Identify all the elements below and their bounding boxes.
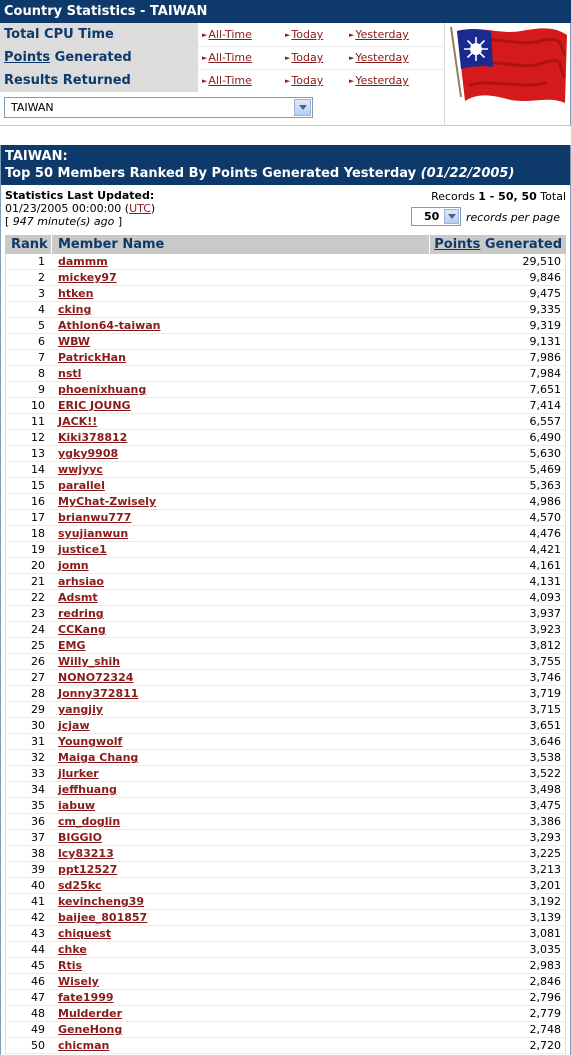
arrow-right-icon: ► xyxy=(202,31,208,39)
points-cell: 2,846 xyxy=(529,975,561,988)
points-cell: 3,538 xyxy=(529,751,561,764)
table-row xyxy=(6,558,565,574)
rank-cell: 22 xyxy=(31,591,45,604)
rank-cell: 47 xyxy=(31,991,45,1004)
table-row xyxy=(6,814,565,830)
points-cell: 9,475 xyxy=(529,287,561,300)
col-rank-header: Rank xyxy=(11,237,48,252)
cpu-all-time-link[interactable]: ►All-Time xyxy=(202,23,252,46)
arrow-right-icon: ► xyxy=(285,54,291,62)
member-name-link[interactable]: Willy_shih xyxy=(58,655,121,668)
points-sort-link[interactable]: Points xyxy=(434,237,481,252)
points-cell: 9,846 xyxy=(529,271,561,284)
table-row xyxy=(6,462,565,478)
member-name-link[interactable]: EMG xyxy=(58,639,86,652)
points-cell: 7,986 xyxy=(529,351,561,364)
table-row xyxy=(6,286,565,302)
member-name-link[interactable]: redring xyxy=(58,607,104,620)
table-row xyxy=(6,702,565,718)
points-cell: 29,510 xyxy=(522,255,561,268)
panel-title: Country Statistics - TAIWAN xyxy=(0,0,571,23)
member-name-link[interactable]: kevincheng39 xyxy=(58,895,145,908)
last-updated-title: Statistics Last Updated: xyxy=(5,189,155,202)
rank-cell: 17 xyxy=(31,511,45,524)
table-row xyxy=(6,622,565,638)
rank-cell: 12 xyxy=(31,431,45,444)
table-row xyxy=(6,542,565,558)
table-row xyxy=(6,1038,565,1054)
table-body xyxy=(5,254,566,1054)
rank-cell: 28 xyxy=(31,687,45,700)
member-name-link[interactable]: nstl xyxy=(58,367,82,380)
table-row xyxy=(6,382,565,398)
points-cell: 3,293 xyxy=(529,831,561,844)
table-row xyxy=(6,782,565,798)
rank-cell: 14 xyxy=(31,463,45,476)
table-row xyxy=(6,830,565,846)
stat-label-cpu-time xyxy=(0,23,198,46)
table-row xyxy=(6,670,565,686)
points-cell: 9,335 xyxy=(529,303,561,316)
table-row xyxy=(6,990,565,1006)
rank-cell: 1 xyxy=(38,255,45,268)
points-cell: 5,363 xyxy=(529,479,561,492)
stat-label-points xyxy=(0,46,198,69)
points-cell: 2,720 xyxy=(529,1039,561,1052)
member-name-link[interactable]: Adsmt xyxy=(58,591,98,604)
table-row xyxy=(6,894,565,910)
points-cell: 2,748 xyxy=(529,1023,561,1036)
member-name-link[interactable]: Youngwolf xyxy=(58,735,123,748)
points-cell: 3,755 xyxy=(529,655,561,668)
points-cell: 3,715 xyxy=(529,703,561,716)
member-name-link[interactable]: chiquest xyxy=(58,927,112,940)
member-name-link[interactable]: cm_doglin xyxy=(58,815,121,828)
member-name-link[interactable]: jomn xyxy=(58,559,89,572)
rank-cell: 42 xyxy=(31,911,45,924)
points-cell: 3,812 xyxy=(529,639,561,652)
table-row xyxy=(6,414,565,430)
arrow-right-icon: ► xyxy=(202,77,208,85)
table-row xyxy=(6,862,565,878)
member-name-link[interactable]: Rtis xyxy=(58,959,83,972)
rank-cell: 26 xyxy=(31,655,45,668)
rank-cell: 45 xyxy=(31,959,45,972)
table-row xyxy=(6,398,565,414)
points-cell: 3,192 xyxy=(529,895,561,908)
ranking-date: (01/22/2005) xyxy=(420,166,515,181)
member-name-link[interactable]: jlurker xyxy=(58,767,99,780)
rank-cell: 38 xyxy=(31,847,45,860)
table-row xyxy=(6,606,565,622)
member-name-link[interactable]: dammm xyxy=(58,255,108,268)
table-row xyxy=(6,766,565,782)
points-cell: 7,984 xyxy=(529,367,561,380)
member-name-link[interactable]: cking xyxy=(58,303,92,316)
points-cell: 4,131 xyxy=(529,575,561,588)
ranking-country: TAIWAN: xyxy=(5,149,68,164)
table-row xyxy=(6,494,565,510)
table-row xyxy=(6,510,565,526)
member-name-link[interactable]: sd25kc xyxy=(58,879,102,892)
rank-cell: 27 xyxy=(31,671,45,684)
points-cell: 7,651 xyxy=(529,383,561,396)
member-name-link[interactable]: Kiki378812 xyxy=(58,431,128,444)
points-cell: 4,093 xyxy=(529,591,561,604)
table-row xyxy=(6,478,565,494)
stat-label-text: Generated xyxy=(50,50,132,65)
points-cell: 4,986 xyxy=(529,495,561,508)
country-select[interactable] xyxy=(4,97,313,118)
arrow-right-icon: ► xyxy=(285,31,291,39)
points-cell: 3,475 xyxy=(529,799,561,812)
points-cell: 2,779 xyxy=(529,1007,561,1020)
arrow-right-icon: ► xyxy=(349,77,355,85)
col-points-header: Points Generated xyxy=(429,235,566,254)
taiwan-flag-icon xyxy=(447,25,569,105)
member-name-link[interactable]: Jonny372811 xyxy=(58,687,139,700)
stat-row-results xyxy=(0,69,444,92)
member-name-link[interactable]: NONO72324 xyxy=(58,671,134,684)
table-row xyxy=(6,750,565,766)
points-sort-link[interactable]: Points xyxy=(4,50,51,65)
points-cell: 3,035 xyxy=(529,943,561,956)
member-name-link[interactable]: brianwu777 xyxy=(58,511,132,524)
points-cell: 3,646 xyxy=(529,735,561,748)
points-cell: 7,414 xyxy=(529,399,561,412)
points-all-time-link[interactable]: ►All-Time xyxy=(202,46,252,69)
rank-cell: 34 xyxy=(31,783,45,796)
member-name-link[interactable]: BIGGIO xyxy=(58,831,102,844)
arrow-right-icon: ► xyxy=(202,54,208,62)
table-row xyxy=(6,910,565,926)
table-row xyxy=(6,798,565,814)
points-cell: 4,161 xyxy=(529,559,561,572)
member-name-link[interactable]: WBW xyxy=(58,335,91,348)
chevron-down-icon xyxy=(448,214,456,219)
table-row xyxy=(6,686,565,702)
table-row xyxy=(6,926,565,942)
rank-cell: 48 xyxy=(31,1007,45,1020)
member-name-link[interactable]: chicman xyxy=(58,1039,110,1052)
ranking-subtitle: Top 50 Members Ranked By Points Generated Yesterday (01/22/2005) xyxy=(5,166,515,181)
table-row xyxy=(6,734,565,750)
per-page-label: records per page xyxy=(466,211,561,224)
rank-cell: 15 xyxy=(31,479,45,492)
rank-cell: 36 xyxy=(31,815,45,828)
rank-cell: 7 xyxy=(38,351,45,364)
rank-cell: 31 xyxy=(31,735,45,748)
member-name-link[interactable]: Mulderder xyxy=(58,1007,123,1020)
member-name-link[interactable]: justice1 xyxy=(58,543,107,556)
table-row xyxy=(6,446,565,462)
rank-cell: 21 xyxy=(31,575,45,588)
points-cell: 3,081 xyxy=(529,927,561,940)
member-name-link[interactable]: wwjyyc xyxy=(58,463,103,476)
member-name-link[interactable]: baijee_801857 xyxy=(58,911,148,924)
table-row xyxy=(6,590,565,606)
arrow-right-icon: ► xyxy=(349,54,355,62)
points-cell: 3,225 xyxy=(529,847,561,860)
points-cell: 9,131 xyxy=(529,335,561,348)
rank-cell: 41 xyxy=(31,895,45,908)
member-name-link[interactable]: CCKang xyxy=(58,623,106,636)
flag-cell xyxy=(444,23,571,126)
points-cell: 6,490 xyxy=(529,431,561,444)
last-updated-time: 01/23/2005 00:00:00 (UTC) xyxy=(5,202,156,215)
rank-cell: 43 xyxy=(31,927,45,940)
points-cell: 3,201 xyxy=(529,879,561,892)
cpu-yesterday-link[interactable]: ►Yesterday xyxy=(349,23,409,46)
points-cell: 3,651 xyxy=(529,719,561,732)
table-row xyxy=(6,302,565,318)
points-cell: 3,937 xyxy=(529,607,561,620)
country-stats-panel xyxy=(0,0,571,126)
members-table xyxy=(5,235,566,1054)
rank-cell: 6 xyxy=(38,335,45,348)
member-name-link[interactable]: lcy83213 xyxy=(58,847,114,860)
member-name-link[interactable]: parallel xyxy=(58,479,105,492)
rank-cell: 11 xyxy=(31,415,45,428)
member-name-link[interactable]: MyChat-Zwisely xyxy=(58,495,157,508)
table-row xyxy=(6,718,565,734)
results-all-time-link[interactable]: ►All-Time xyxy=(202,69,252,92)
records-per-page-select[interactable] xyxy=(411,207,461,226)
rank-cell: 20 xyxy=(31,559,45,572)
table-row xyxy=(6,638,565,654)
rank-cell: 46 xyxy=(31,975,45,988)
points-cell: 6,557 xyxy=(529,415,561,428)
stat-row-cpu-time xyxy=(0,23,444,46)
member-name-link[interactable]: ppt12527 xyxy=(58,863,118,876)
member-name-link[interactable]: arhsiao xyxy=(58,575,104,588)
table-header xyxy=(5,235,566,254)
table-row xyxy=(6,654,565,670)
arrow-right-icon: ► xyxy=(285,77,291,85)
member-name-link[interactable]: fate1999 xyxy=(58,991,114,1004)
country-select-value: TAIWAN xyxy=(11,101,54,114)
table-row xyxy=(6,942,565,958)
dropdown-button[interactable] xyxy=(444,209,459,224)
dropdown-button[interactable] xyxy=(294,99,311,116)
member-name-link[interactable]: syujianwun xyxy=(58,527,129,540)
results-today-link[interactable]: ►Today xyxy=(285,69,323,92)
table-row xyxy=(6,334,565,350)
points-cell: 3,139 xyxy=(529,911,561,924)
rank-cell: 32 xyxy=(31,751,45,764)
stat-label-text: Results Returned xyxy=(4,73,131,88)
table-row xyxy=(6,878,565,894)
points-cell: 3,522 xyxy=(529,767,561,780)
rank-cell: 30 xyxy=(31,719,45,732)
points-cell: 4,570 xyxy=(529,511,561,524)
member-name-link[interactable]: Wisely xyxy=(58,975,99,988)
stat-row-points xyxy=(0,46,444,69)
rank-cell: 35 xyxy=(31,799,45,812)
points-cell: 5,630 xyxy=(529,447,561,460)
points-cell: 3,386 xyxy=(529,815,561,828)
rank-cell: 10 xyxy=(31,399,45,412)
points-cell: 3,498 xyxy=(529,783,561,796)
rank-cell: 44 xyxy=(31,943,45,956)
member-name-link[interactable]: GeneHong xyxy=(58,1023,123,1036)
points-cell: 4,476 xyxy=(529,527,561,540)
rank-cell: 49 xyxy=(31,1023,45,1036)
points-cell: 3,746 xyxy=(529,671,561,684)
points-yesterday-link[interactable]: ►Yesterday xyxy=(349,46,409,69)
rank-cell: 9 xyxy=(38,383,45,396)
points-cell: 2,983 xyxy=(529,959,561,972)
table-row xyxy=(6,958,565,974)
rank-cell: 8 xyxy=(38,367,45,380)
points-cell: 9,319 xyxy=(529,319,561,332)
member-name-link[interactable]: Athlon64-taiwan xyxy=(58,319,161,332)
table-row xyxy=(6,350,565,366)
rank-cell: 18 xyxy=(31,527,45,540)
arrow-right-icon: ► xyxy=(349,31,355,39)
rank-cell: 40 xyxy=(31,879,45,892)
table-row xyxy=(6,974,565,990)
rank-cell: 29 xyxy=(31,703,45,716)
chevron-down-icon xyxy=(299,105,307,110)
table-row xyxy=(6,846,565,862)
rank-cell: 4 xyxy=(38,303,45,316)
last-updated-ago: [ 947 minute(s) ago ] xyxy=(5,215,123,228)
member-name-link[interactable]: JACK!! xyxy=(58,415,98,428)
table-row xyxy=(6,430,565,446)
table-row xyxy=(6,1022,565,1038)
member-name-link[interactable]: jcjaw xyxy=(58,719,90,732)
member-name-link[interactable]: ygky9908 xyxy=(58,447,119,460)
records-count: Records 1 - 50, 50 Total xyxy=(431,190,566,203)
member-name-link[interactable]: mickey97 xyxy=(58,271,117,284)
points-cell: 3,213 xyxy=(529,863,561,876)
table-row xyxy=(6,270,565,286)
member-name-link[interactable]: PatrickHan xyxy=(58,351,126,364)
member-name-link[interactable]: jeffhuang xyxy=(58,783,117,796)
col-name-header: Member Name xyxy=(51,235,164,254)
ranking-header xyxy=(1,145,570,185)
rank-cell: 13 xyxy=(31,447,45,460)
ranking-panel xyxy=(0,145,571,1055)
cpu-today-link[interactable]: ►Today xyxy=(285,23,323,46)
stat-label-results xyxy=(0,69,198,92)
rank-cell: 25 xyxy=(31,639,45,652)
stat-label-text: Total CPU Time xyxy=(4,27,114,42)
member-name-link[interactable]: phoenixhuang xyxy=(58,383,147,396)
rank-cell: 16 xyxy=(31,495,45,508)
member-name-link[interactable]: Maiga Chang xyxy=(58,751,139,764)
utc-link[interactable]: UTC xyxy=(129,202,151,215)
per-page-value: 50 xyxy=(424,210,440,223)
table-row xyxy=(6,254,565,270)
table-row xyxy=(6,574,565,590)
table-row xyxy=(6,526,565,542)
rank-cell: 33 xyxy=(31,767,45,780)
rank-cell: 23 xyxy=(31,607,45,620)
rank-cell: 2 xyxy=(38,271,45,284)
member-name-link[interactable]: chke xyxy=(58,943,87,956)
results-yesterday-link[interactable]: ►Yesterday xyxy=(349,69,409,92)
rank-cell: 37 xyxy=(31,831,45,844)
points-cell: 5,469 xyxy=(529,463,561,476)
rank-cell: 19 xyxy=(31,543,45,556)
rank-cell: 50 xyxy=(31,1039,45,1052)
rank-cell: 3 xyxy=(38,287,45,300)
rank-cell: 39 xyxy=(31,863,45,876)
member-name-link[interactable]: yangjiy xyxy=(58,703,104,716)
table-row xyxy=(6,1006,565,1022)
rank-cell: 5 xyxy=(38,319,45,332)
points-today-link[interactable]: ►Today xyxy=(285,46,323,69)
points-cell: 3,923 xyxy=(529,623,561,636)
rank-cell: 24 xyxy=(31,623,45,636)
member-name-link[interactable]: htken xyxy=(58,287,94,300)
member-name-link[interactable]: ERIC JOUNG xyxy=(58,399,131,412)
table-row xyxy=(6,366,565,382)
points-cell: 2,796 xyxy=(529,991,561,1004)
member-name-link[interactable]: iabuw xyxy=(58,799,96,812)
points-cell: 4,421 xyxy=(529,543,561,556)
points-cell: 3,719 xyxy=(529,687,561,700)
table-row xyxy=(6,318,565,334)
